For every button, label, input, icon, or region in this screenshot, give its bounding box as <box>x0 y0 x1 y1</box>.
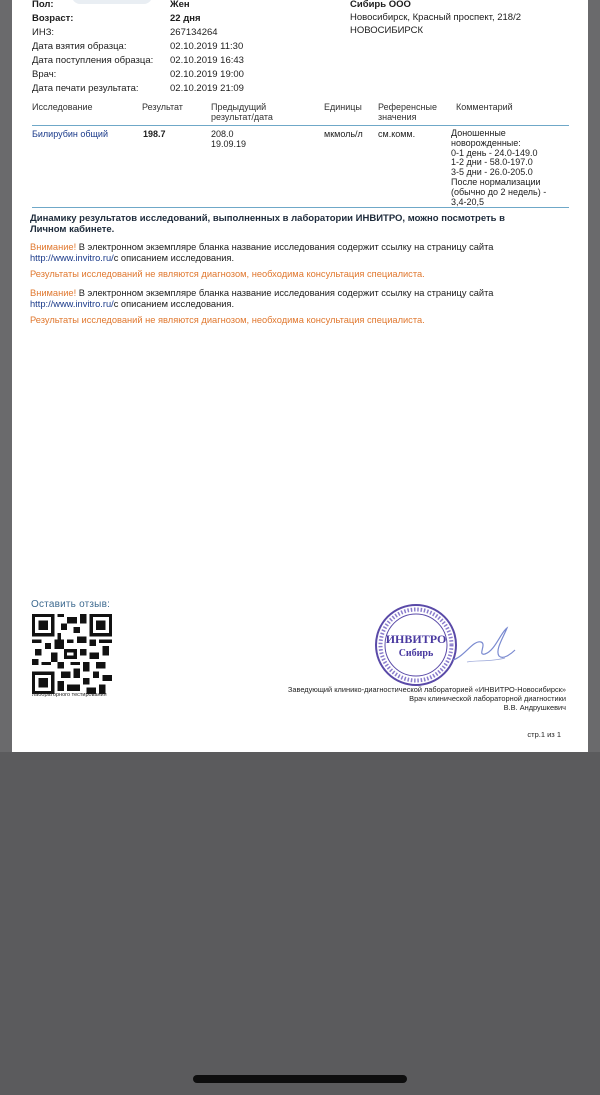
sample-received-label: Дата поступления образца: <box>32 55 154 66</box>
comment-line: (обычно до 2 недель) - <box>451 186 547 197</box>
attention-text: В электронном экземпляре бланка название исследования содержит ссылку на страницу сайта <box>76 242 494 252</box>
sex-label: Пол: <box>32 0 54 10</box>
sample-taken-label: Дата взятия образца: <box>32 41 127 52</box>
inz-value: 267134264 <box>170 27 218 38</box>
header-reference-2: значения <box>378 112 417 122</box>
dynamics-line-1: Динамику результатов исследований, выполненных в лаборатории ИНВИТРО, можно посмотреть в <box>30 213 505 224</box>
comment-line: Доношенные <box>451 128 506 138</box>
comment-line: 3-5 дни - 26.0-205.0 <box>451 167 533 178</box>
sample-taken-value: 02.10.2019 11:30 <box>170 41 244 52</box>
comment-line: 0-1 день - 24.0-149.0 <box>451 147 538 158</box>
comment-line: новорожденные: <box>451 137 521 148</box>
invitro-link[interactable]: http://www.invitro.ru/ <box>30 299 114 309</box>
header-units: Единицы <box>324 102 362 112</box>
dynamics-line-2: Личном кабинете. <box>30 224 115 235</box>
home-indicator[interactable] <box>193 1075 407 1083</box>
header-reference-1: Референсные <box>378 102 437 112</box>
attention-note-2 <box>30 288 570 310</box>
qr-caption: лабораторного тестирования <box>32 692 107 698</box>
viewer-margin-left <box>0 0 12 752</box>
sex-value: Жен <box>170 0 190 10</box>
row-comment <box>451 129 546 207</box>
header-previous-1: Предыдущий <box>211 102 267 112</box>
comment-line: 1-2 дни - 58.0-197.0 <box>451 157 533 168</box>
row-previous-date: 19.09.19 <box>211 139 247 149</box>
comment-line: 3,4-20,5 <box>451 196 485 207</box>
print-date-value: 02.10.2019 21:09 <box>170 83 244 94</box>
page-number: стр.1 из 1 <box>527 730 561 739</box>
row-result: 198.7 <box>143 129 166 139</box>
comment-line: После нормализации <box>451 176 541 187</box>
org-name: Сибирь ООО <box>350 0 411 10</box>
document-page[interactable] <box>12 0 588 752</box>
attention-word: Внимание! <box>30 242 77 252</box>
page-tab <box>72 0 152 4</box>
attention-note-1 <box>30 242 570 264</box>
review-label[interactable]: Оставить отзыв: <box>31 599 111 610</box>
sign-line-3: В.В. Андрушкевич <box>503 703 566 712</box>
header-reference <box>378 102 437 122</box>
viewer-margin-right <box>588 0 600 752</box>
attention-text: В электронном экземпляре бланка название исследования содержит ссылку на страницу сайта <box>76 288 494 298</box>
attention-word: Внимание! <box>30 288 77 298</box>
header-previous <box>211 102 273 122</box>
doctor-value: 02.10.2019 19:00 <box>170 69 244 80</box>
invitro-link[interactable]: http://www.invitro.ru/ <box>30 253 114 263</box>
row-study-link[interactable]: Билирубин общий <box>32 129 108 139</box>
sample-received-value: 02.10.2019 16:43 <box>170 55 244 66</box>
table-header-divider <box>32 125 569 126</box>
row-units: мкмоль/л <box>324 129 363 139</box>
disclaimer-2: Результаты исследований не являются диагнозом, необходима консультация специалиста. <box>30 315 425 325</box>
row-reference: см.комм. <box>378 129 416 139</box>
doctor-label: Врач: <box>32 69 57 80</box>
inz-label: ИНЗ: <box>32 27 55 38</box>
qr-code-icon[interactable] <box>32 614 112 694</box>
org-city: НОВОСИБИРСК <box>350 25 424 36</box>
org-address: Новосибирск, Красный проспект, 218/2 <box>350 12 522 23</box>
age-value: 22 дня <box>170 13 201 24</box>
row-previous <box>211 129 246 149</box>
disclaimer-1: Результаты исследований не являются диагнозом, необходима консультация специалиста. <box>30 269 425 279</box>
stamp-text-2: Сибирь <box>398 648 434 659</box>
header-previous-2: результат/дата <box>211 112 273 122</box>
row-previous-value: 208.0 <box>211 129 234 139</box>
header-comment: Комментарий <box>456 102 513 112</box>
header-study: Исследование <box>32 102 93 112</box>
sign-line-2: Врач клинической лабораторной диагностики <box>409 694 566 703</box>
age-label: Возраст: <box>32 13 74 24</box>
attention-tail: с описанием исследования. <box>113 299 235 309</box>
stamp-text-1: ИНВИТРО <box>385 632 447 646</box>
table-bottom-divider <box>32 207 569 208</box>
invitro-stamp-icon <box>374 603 458 687</box>
sign-line-1: Заведующий клинико-диагностической лабораторией «ИНВИТРО-Новосибирск» <box>287 685 566 694</box>
dynamics-note <box>30 213 570 235</box>
print-date-label: Дата печати результата: <box>32 83 139 94</box>
header-result: Результат <box>142 102 183 112</box>
signature-icon <box>447 620 517 670</box>
attention-tail: с описанием исследования. <box>113 253 235 263</box>
